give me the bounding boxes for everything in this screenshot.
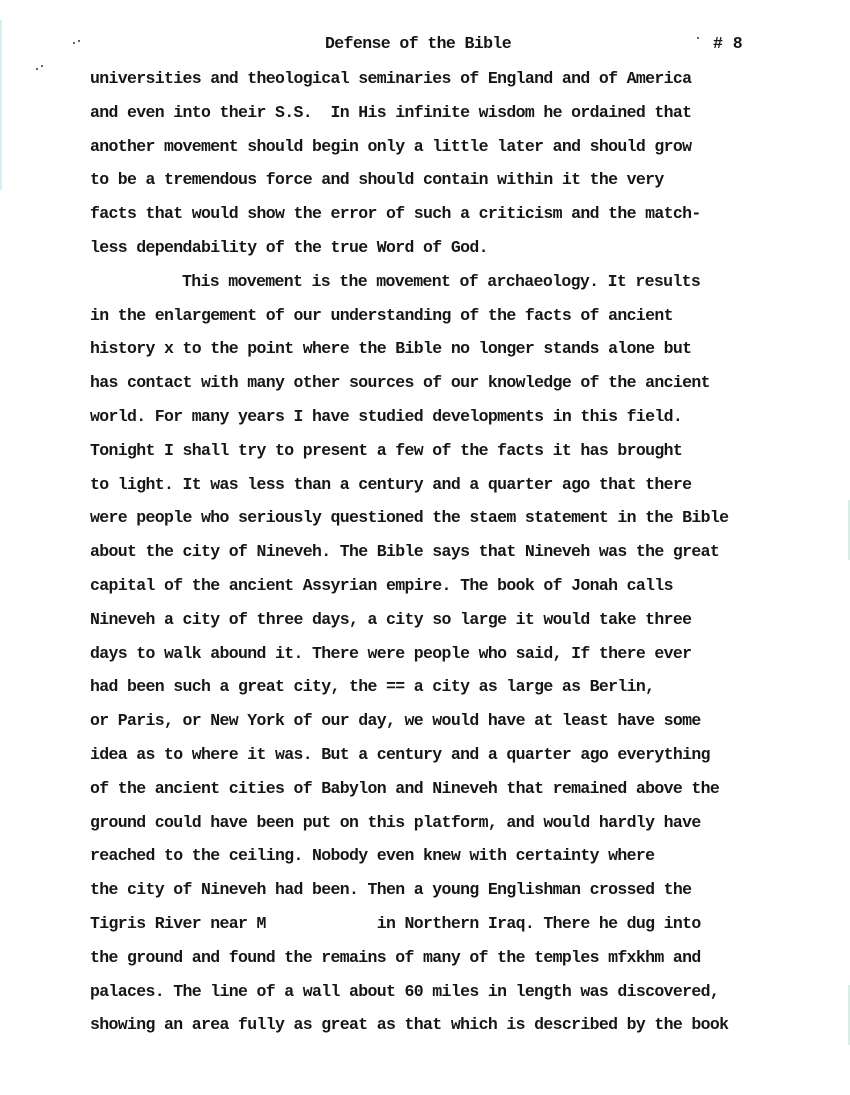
text-line: idea as to where it was. But a century and a quarter ago everything [90,744,710,764]
scan-speck [78,40,80,42]
text-line: in the enlargement of our understanding of the facts of ancient [90,305,673,325]
text-line: about the city of Nineveh. The Bible says that Nineveh was the great [90,542,720,562]
page-header-title: Defense of the Bible [325,34,512,53]
scan-speck [697,37,699,39]
text-line: reached to the ceiling. Nobody even knew with certainty where [90,846,655,866]
text-line: to light. It was less than a century and a quarter ago that there [90,474,692,494]
scan-speck [41,65,43,67]
scan-speck [36,68,38,70]
text-line: capital of the ancient Assyrian empire. The book of Jonah calls [90,575,673,595]
text-line: or Paris, or New York of our day, we would have at least have some [90,711,701,731]
scan-speck [73,42,75,44]
text-line: the ground and found the remains of many of the temples mfxkhm and [90,947,701,967]
scan-edge-artifact [0,20,2,190]
text-line: of the ancient cities of Babylon and Nineveh that remained above the [90,778,720,798]
text-line: had been such a great city, the == a city as large as Berlin, [90,677,655,697]
text-line: the city of Nineveh had been. Then a young Englishman crossed the [90,880,692,900]
page-number: # 8 [713,34,743,53]
text-line: and even into their S.S. In His infinite wisdom he ordained that [90,102,692,122]
text-line: showing an area fully as great as that which is described by the book [90,1015,729,1035]
text-line: has contact with many other sources of our knowledge of the ancient [90,373,710,393]
text-line: facts that would show the error of such a criticism and the match- [90,204,701,224]
text-line: universities and theological seminaries of England and of America [90,69,692,88]
text-line: another movement should begin only a little later and should grow [90,136,692,156]
text-line: This movement is the movement of archaeology. It results [182,271,701,291]
document-body [90,69,820,1049]
text-line: less dependability of the true Word of God. [90,237,488,257]
text-line: were people who seriously questioned the staem statement in the Bible [90,508,729,528]
text-line: Tigris River near M in Northern Iraq. There he dug into [90,913,701,933]
text-line: ground could have been put on this platform, and would hardly have [90,812,701,832]
text-line: palaces. The line of a wall about 60 miles in length was discovered, [90,981,720,1001]
text-line: to be a tremendous force and should contain within it the very [90,170,664,190]
text-line: Nineveh a city of three days, a city so large it would take three [90,609,692,629]
text-line: world. For many years I have studied developments in this field. [90,406,683,426]
text-line: Tonight I shall try to present a few of the facts it has brought [90,440,683,460]
text-line: days to walk abound it. There were people who said, If there ever [90,643,692,663]
text-line: history x to the point where the Bible no longer stands alone but [90,339,692,359]
